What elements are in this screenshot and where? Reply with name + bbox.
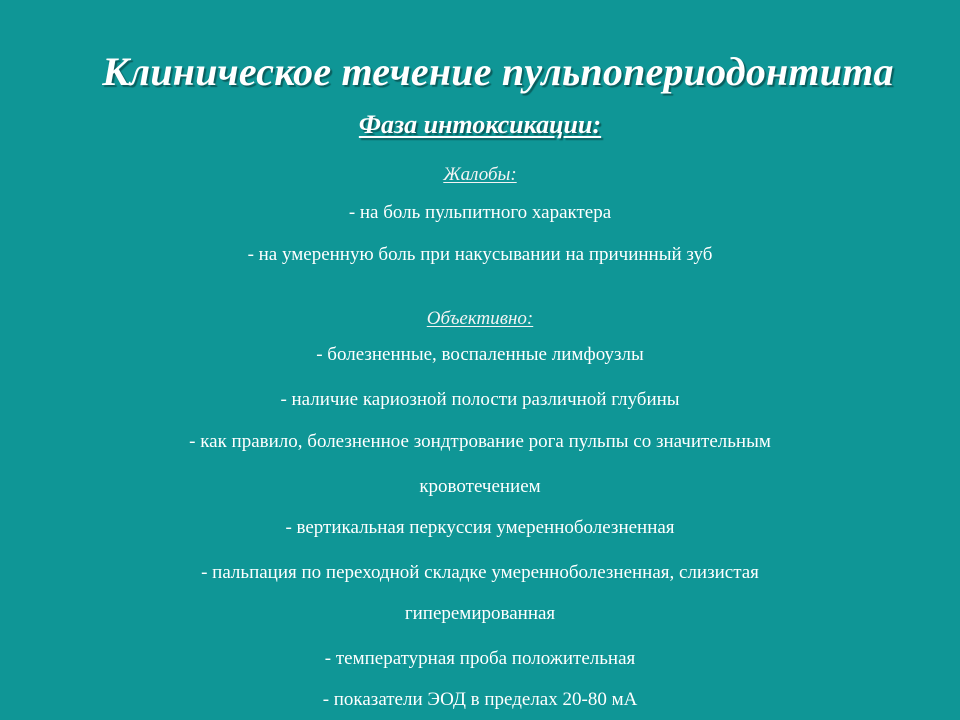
objective-line: - температурная проба положительная bbox=[324, 648, 636, 669]
objective-heading: Объективно: bbox=[426, 308, 534, 329]
slide-title: Клиническое течение пульпопериодонтита bbox=[102, 49, 894, 94]
complaints-heading: Жалобы: bbox=[443, 164, 517, 185]
objective-line: - наличие кариозной полости различной глубины bbox=[280, 389, 680, 410]
objective-line: кровотечением bbox=[419, 476, 541, 497]
objective-line: - болезненные, воспаленные лимфоузлы bbox=[316, 344, 644, 365]
objective-line: - пальпация по переходной складке умереннoболезненная, слизистая bbox=[201, 562, 759, 583]
complaint-item: - на умеренную боль при накусывании на причинный зуб bbox=[247, 244, 713, 265]
objective-line: - как правило, болезненное зондтрование рога пульпы со значительным bbox=[189, 431, 771, 452]
objective-line: - вертикальная перкуссия умереннoболезненная bbox=[285, 517, 675, 538]
objective-line: - показатели ЭОД в пределах 20-80 мА bbox=[322, 689, 638, 710]
complaint-item: - на боль пульпитного характера bbox=[348, 202, 612, 223]
slide-subtitle: Фаза интоксикации: bbox=[358, 110, 602, 139]
objective-line: гиперемированная bbox=[404, 603, 556, 624]
